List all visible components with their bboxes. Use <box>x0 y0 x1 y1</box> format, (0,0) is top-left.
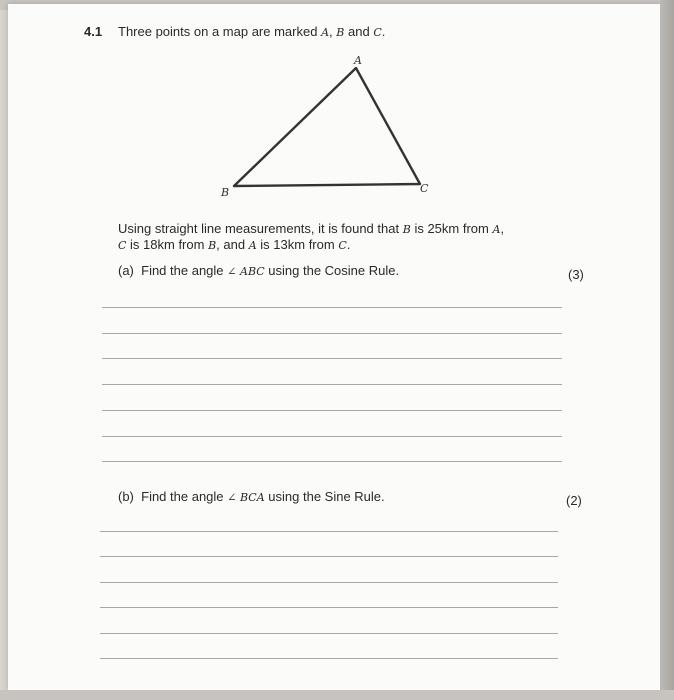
triangle-diagram <box>210 50 450 200</box>
answer-line[interactable] <box>100 556 558 557</box>
angle-bca-label: BCA <box>240 491 265 504</box>
question-intro: Three points on a map are marked A, B and C. <box>118 24 386 39</box>
point-a-label: A <box>321 26 330 39</box>
point-c-label: C <box>373 26 382 39</box>
part-b-question: (b) Find the angle ∠ BCA using the Sine Rule. <box>118 489 385 504</box>
point-b-label: B <box>336 26 345 39</box>
paragraph-line-1: Using straight line measurements, it is found that B is 25km from A, <box>118 221 505 236</box>
distances-paragraph <box>118 221 588 253</box>
answer-line[interactable] <box>100 607 558 608</box>
photo-background-bottom <box>0 690 674 700</box>
answer-line[interactable] <box>102 461 562 462</box>
answer-line[interactable] <box>100 633 558 634</box>
answer-line[interactable] <box>102 333 562 334</box>
vertex-label-c: C <box>420 182 429 195</box>
part-a-question: (a) Find the angle ∠ ABC using the Cosine Rule. <box>118 263 400 278</box>
answer-line[interactable] <box>102 384 562 385</box>
answer-line[interactable] <box>100 658 558 659</box>
answer-line[interactable] <box>102 436 562 437</box>
paragraph-line-2: C is 18km from B, and A is 13km from C. <box>118 237 351 252</box>
answer-line[interactable] <box>102 358 562 359</box>
answer-line[interactable] <box>102 307 562 308</box>
part-a-marks: (3) <box>568 267 584 282</box>
angle-abc-label: ABC <box>240 265 265 278</box>
answer-line[interactable] <box>102 410 562 411</box>
question-number: 4.1 <box>84 24 103 39</box>
vertex-label-b: B <box>221 186 230 199</box>
photo-background-right <box>660 0 674 700</box>
answer-line[interactable] <box>100 531 558 532</box>
triangle-abc <box>234 68 420 186</box>
answer-line[interactable] <box>100 582 558 583</box>
vertex-label-a: A <box>354 54 362 67</box>
part-b-marks: (2) <box>566 493 582 508</box>
